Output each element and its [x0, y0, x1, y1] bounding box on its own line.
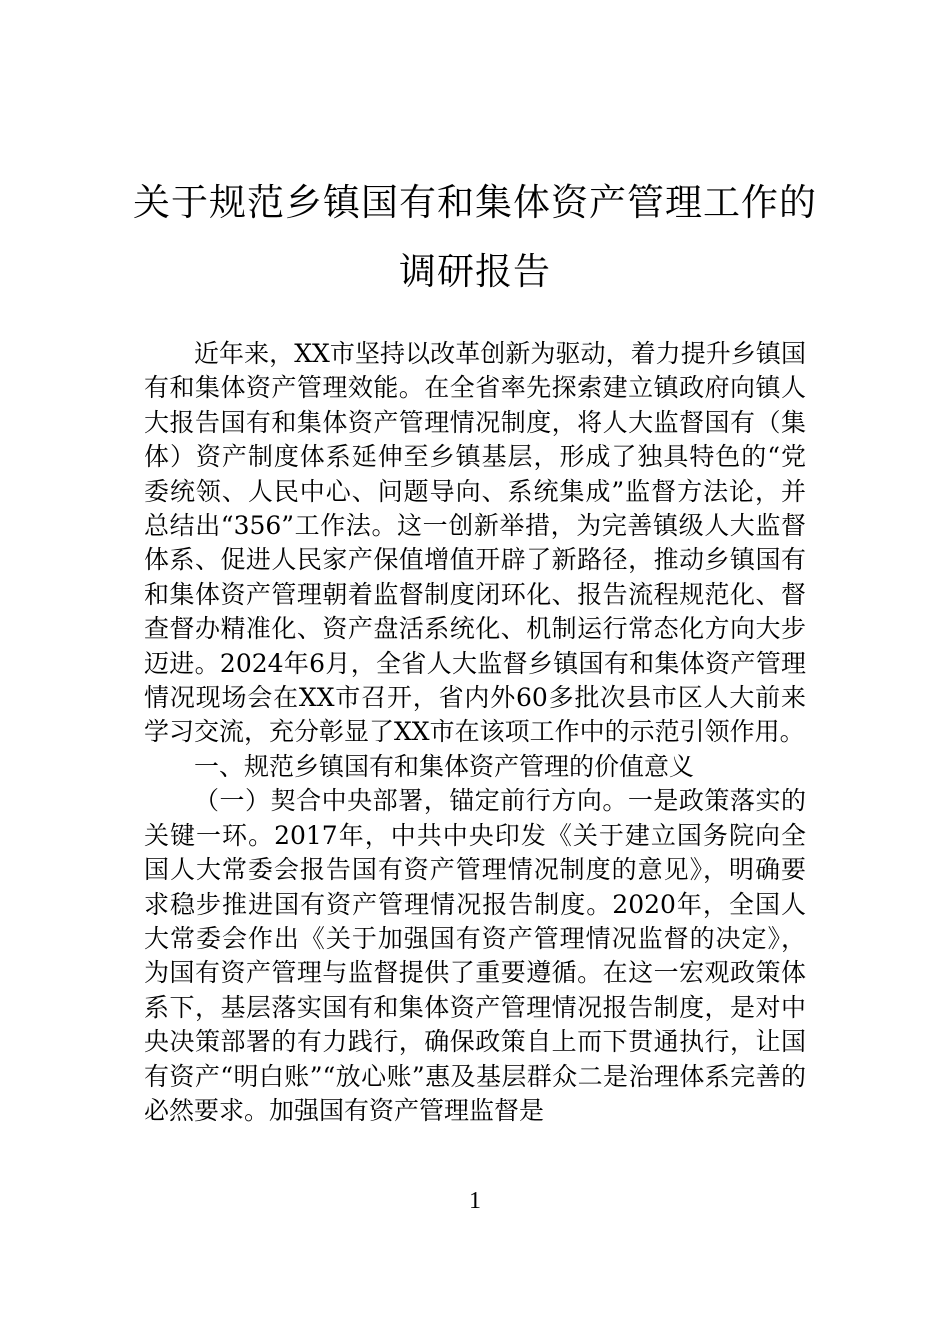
- paragraph-section-1-1: （一）契合中央部署，锚定前行方向。一是政策落实的关键一环。2017年，中共中央印发《关于建立国务院向全国人大常委会报告国有资产管理情况制度的意见》，明确要求稳步推进国有资产管理情况报告制度。2020年，全国人大常委会作出《关于加强国有资产管理情况监督的决定》，为国有资产管理与监督提供了重要遵循。在这一宏观政策体系下，基层落实国有和集体资产管理情况报告制度，是对中央决策部署的有力践行，确保政策自上而下贯通执行，让国有资产“明白账”“放心账”惠及基层群众二是治理体系完善的必然要求。加强国有资产管理监督是: [144, 786, 806, 1125]
- title-line-2: 调研报告: [399, 250, 551, 293]
- document-body: [144, 337, 806, 1128]
- section-heading-1: 一、规范乡镇国有和集体资产管理的价值意义: [194, 751, 695, 781]
- title-line-1: 关于规范乡镇国有和集体资产管理工作的: [133, 181, 817, 224]
- page-number: 1: [469, 1188, 481, 1214]
- paragraph-intro: 近年来，XX市坚持以改革创新为驱动，着力提升乡镇国有和集体资产管理效能。在全省率先探索建立镇政府向镇人大报告国有和集体资产管理情况制度，将人大监督国有（集体）资产制度体系延伸至乡镇基层，形成了独具特色的“党委统领、人民中心、问题导向、系统集成”监督方法论，并总结出“356”工作法。这一创新举措，为完善镇级人大监督体系、促进人民家产保值增值开辟了新路径，推动乡镇国有和集体资产管理朝着监督制度闭环化、报告流程规范化、督查督办精准化、资产盘活系统化、机制运行常态化方向大步迈进。2024年6月，全省人大监督乡镇国有和集体资产管理情况现场会在XX市召开，省内外60多批次县市区人大前来学习交流，充分彰显了XX市在该项工作中的示范引领作用。: [144, 339, 806, 747]
